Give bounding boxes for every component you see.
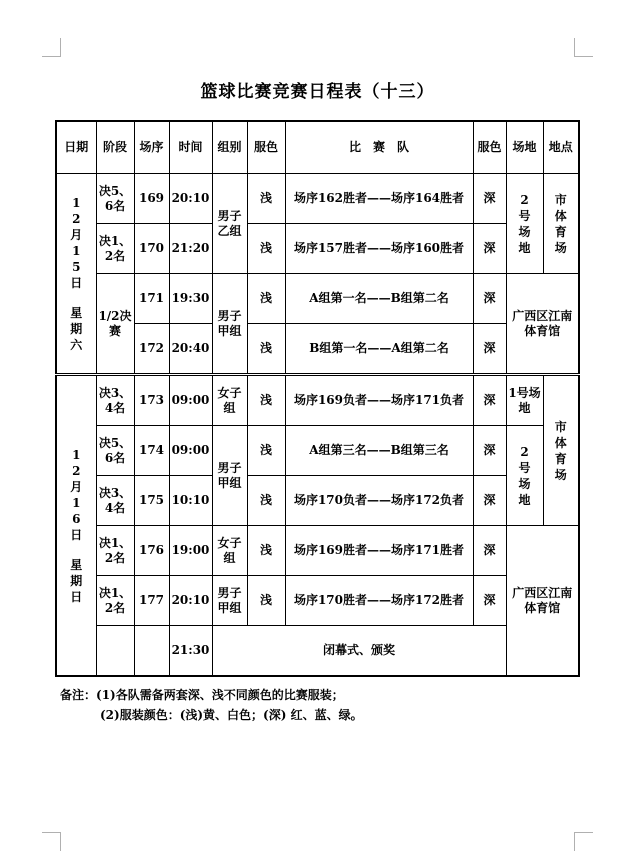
group-cell: 男子甲组 — [212, 576, 247, 626]
header-group: 组别 — [212, 121, 247, 174]
teams-cell: 场序170负者——场序172负者 — [285, 476, 473, 526]
teams-cell: 场序157胜者——场序160胜者 — [285, 224, 473, 274]
group-cell: 男子甲组 — [212, 274, 247, 375]
time-cell: 10:10 — [169, 476, 212, 526]
stage-cell: 决1、2名 — [96, 576, 134, 626]
table-row — [56, 224, 579, 274]
table-row — [56, 375, 579, 426]
venue-cell — [543, 174, 579, 274]
teams-cell: 场序162胜者——场序164胜者 — [285, 174, 473, 224]
teams-cell: 场序170胜者——场序172胜者 — [285, 576, 473, 626]
color-light-cell: 浅 — [247, 576, 285, 626]
match-no-cell: 169 — [134, 174, 169, 224]
date-text: 12月15日 — [70, 195, 83, 290]
match-no-cell: 173 — [134, 375, 169, 426]
match-no-cell: 174 — [134, 426, 169, 476]
color-light-cell: 浅 — [247, 274, 285, 324]
table-row — [56, 626, 579, 677]
color-dark-cell: 深 — [473, 476, 506, 526]
table-row — [56, 476, 579, 526]
time-cell: 20:10 — [169, 174, 212, 224]
table-row — [56, 274, 579, 324]
venue-cell — [543, 375, 579, 526]
note-1: (1)各队需备两套深、浅不同颜色的比赛服装； — [96, 688, 344, 702]
weekday-text: 星期六 — [70, 305, 83, 352]
time-cell: 09:00 — [169, 375, 212, 426]
group-cell: 男子乙组 — [212, 174, 247, 274]
color-dark-cell: 深 — [473, 576, 506, 626]
color-dark-cell: 深 — [473, 174, 506, 224]
color-light-cell: 浅 — [247, 174, 285, 224]
match-no-cell: 175 — [134, 476, 169, 526]
header-stage: 阶段 — [96, 121, 134, 174]
weekday-text: 星期日 — [70, 557, 83, 604]
match-no-cell: 172 — [134, 324, 169, 375]
stage-cell: 1/2决赛 — [96, 274, 134, 375]
color-light-cell: 浅 — [247, 324, 285, 375]
notes — [60, 685, 363, 725]
crop-mark-top-left — [42, 38, 61, 57]
court-cell — [506, 174, 543, 274]
table-row — [56, 174, 579, 224]
table-row — [56, 526, 579, 576]
match-no-cell: 176 — [134, 526, 169, 576]
page-title: 篮球比赛竞赛日程表（十三） — [200, 82, 435, 102]
time-cell: 20:10 — [169, 576, 212, 626]
teams-cell: 场序169胜者——场序171胜者 — [285, 526, 473, 576]
stage-cell-empty — [96, 626, 134, 677]
venue-text: 市体育场 — [554, 192, 567, 255]
court-cell: 1号场地 — [506, 375, 543, 426]
color-light-cell: 浅 — [247, 375, 285, 426]
time-cell: 20:40 — [169, 324, 212, 375]
color-light-cell: 浅 — [247, 526, 285, 576]
closing-event-cell: 闭幕式、颁奖 — [212, 626, 506, 677]
group-cell: 女子组 — [212, 375, 247, 426]
stage-cell: 决3、4名 — [96, 476, 134, 526]
stage-cell: 决1、2名 — [96, 526, 134, 576]
header-date: 日期 — [56, 121, 96, 174]
date-cell — [56, 375, 96, 677]
table-row — [56, 426, 579, 476]
crop-mark-bottom-right — [574, 832, 593, 851]
teams-cell: A组第一名——B组第二名 — [285, 274, 473, 324]
date-text: 12月16日 — [70, 447, 83, 542]
schedule-table — [55, 120, 580, 677]
teams-cell: B组第一名——A组第二名 — [285, 324, 473, 375]
court-text: 2号场地 — [518, 192, 531, 255]
match-no-cell-empty — [134, 626, 169, 677]
court-text: 2号场地 — [518, 444, 531, 507]
time-cell: 19:00 — [169, 526, 212, 576]
color-dark-cell: 深 — [473, 426, 506, 476]
note-2: (2)服装颜色：(浅)黄、白色；(深) 红、蓝、绿。 — [100, 708, 363, 722]
court-cell — [506, 426, 543, 526]
match-no-cell: 170 — [134, 224, 169, 274]
match-no-cell: 177 — [134, 576, 169, 626]
group-cell: 女子组 — [212, 526, 247, 576]
color-dark-cell: 深 — [473, 375, 506, 426]
color-light-cell: 浅 — [247, 476, 285, 526]
stage-cell: 决5、6名 — [96, 174, 134, 224]
header-match-no: 场序 — [134, 121, 169, 174]
stage-cell: 决5、6名 — [96, 426, 134, 476]
notes-label: 备注： — [60, 688, 97, 702]
venue-text: 市体育场 — [554, 419, 567, 482]
teams-cell: 场序169负者——场序171负者 — [285, 375, 473, 426]
group-cell: 男子甲组 — [212, 426, 247, 526]
time-cell: 21:20 — [169, 224, 212, 274]
table-row — [56, 576, 579, 626]
stage-cell: 决3、4名 — [96, 375, 134, 426]
color-dark-cell: 深 — [473, 526, 506, 576]
venue-cell: 广西区江南体育馆 — [506, 274, 579, 375]
match-no-cell: 171 — [134, 274, 169, 324]
color-dark-cell: 深 — [473, 224, 506, 274]
time-cell: 09:00 — [169, 426, 212, 476]
stage-cell: 决1、2名 — [96, 224, 134, 274]
time-cell: 19:30 — [169, 274, 212, 324]
header-court: 场地 — [506, 121, 543, 174]
venue-cell: 广西区江南体育馆 — [506, 526, 579, 677]
crop-mark-top-right — [574, 38, 593, 57]
header-color-2: 服色 — [473, 121, 506, 174]
header-color-1: 服色 — [247, 121, 285, 174]
color-dark-cell: 深 — [473, 324, 506, 375]
crop-mark-bottom-left — [42, 832, 61, 851]
header-row — [56, 121, 579, 174]
header-venue: 地点 — [543, 121, 579, 174]
date-cell — [56, 174, 96, 375]
color-light-cell: 浅 — [247, 224, 285, 274]
header-time: 时间 — [169, 121, 212, 174]
table-row — [56, 324, 579, 375]
color-light-cell: 浅 — [247, 426, 285, 476]
time-cell: 21:30 — [169, 626, 212, 677]
teams-cell: A组第三名——B组第三名 — [285, 426, 473, 476]
color-dark-cell: 深 — [473, 274, 506, 324]
header-teams: 比 赛 队 — [285, 121, 473, 174]
